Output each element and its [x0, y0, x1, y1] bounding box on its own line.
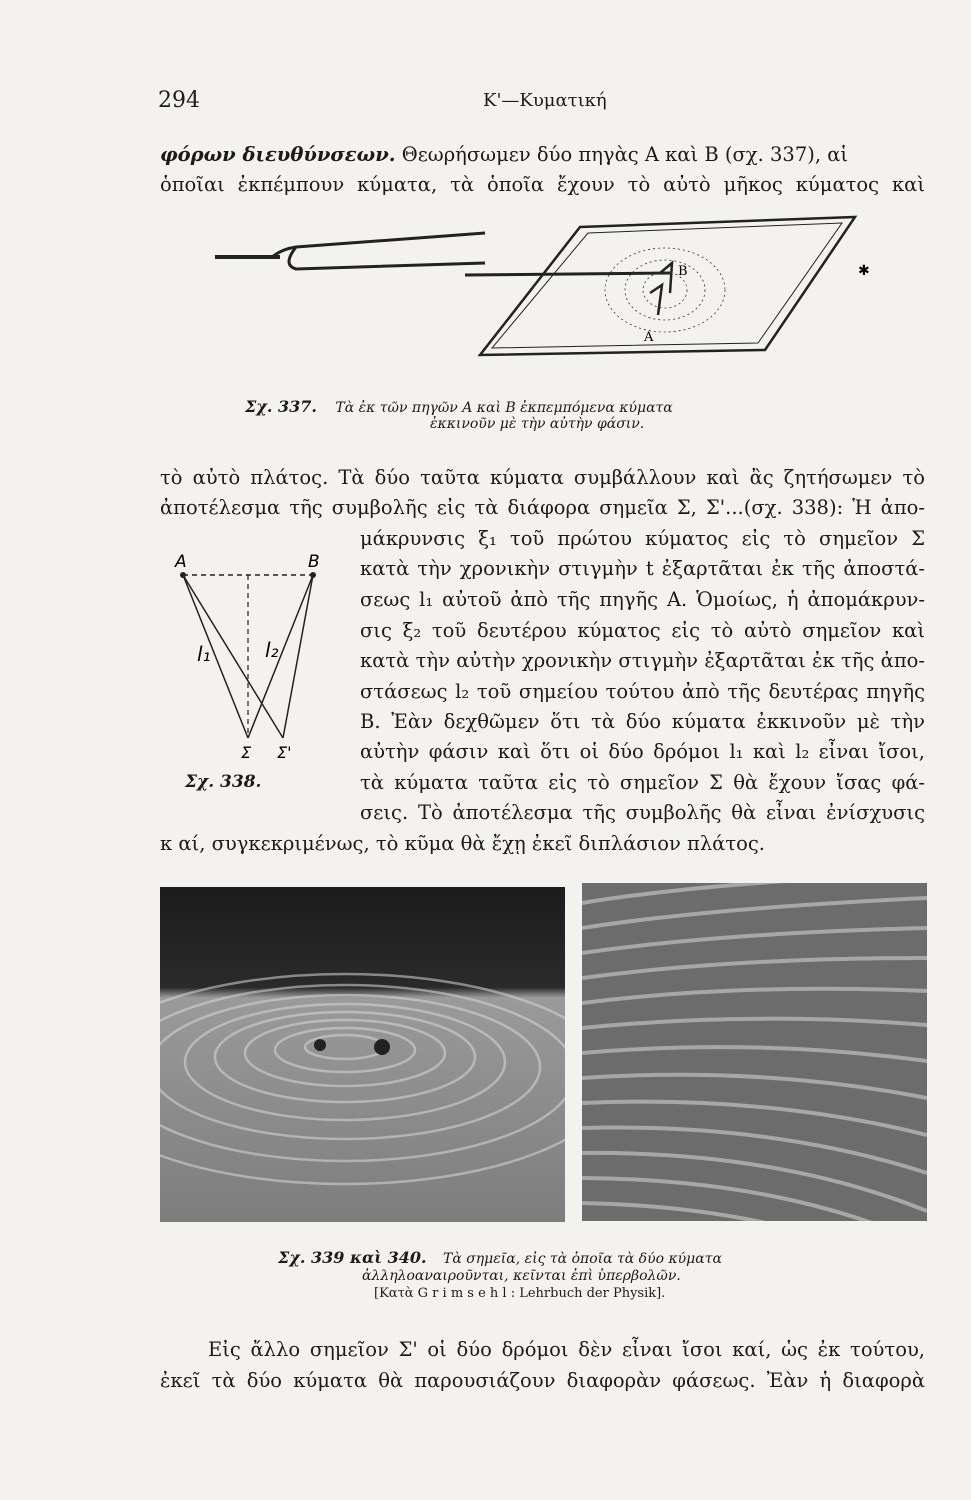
fig339-340-caption-label: Σχ. 339 καὶ 340. — [278, 1248, 427, 1267]
fig337-label-B: B — [678, 264, 688, 279]
fig337-label-A: A — [644, 330, 654, 345]
photo-339-ripple-tank — [160, 887, 565, 1222]
wrap-line-9: τὰ κύματα ταῦτα εἰς τὸ σημεῖον Σ θὰ ἔχουν ἴσας φά- — [360, 771, 925, 794]
para3-line1: Εἰς ἄλλο σημεῖον Σ' οἱ δύο δρόμοι δὲν εἶναι ἴσοι καί, ὡς ἐκ τούτου, — [208, 1338, 925, 1361]
ripple-tank-plate-inner — [492, 223, 842, 348]
ripple-lines — [605, 248, 725, 332]
wrap-line-1: μάκρυνσις ξ₁ τοῦ πρώτου κύματος εἰς τὸ σημεῖον Σ — [360, 527, 925, 550]
para1-bold-term: φόρων διευθύνσεων. — [160, 143, 396, 166]
fig339-340-caption — [278, 1248, 722, 1267]
para1-line1-rest: Θεωρήσωμεν δύο πηγὰς A καὶ B (σχ. 337), αἱ — [395, 143, 849, 166]
fig337-caption-label: Σχ. 337. — [245, 397, 317, 416]
fig338-point-A — [180, 572, 186, 578]
source-pins — [650, 263, 672, 315]
para1-line1 — [160, 140, 925, 170]
figure-337-diagram — [210, 205, 890, 375]
wrap-line-10: σεις. Τὸ ἀποτέλεσμα τῆς συμβολῆς θὰ εἶναι ἐνίσχυσις — [360, 801, 925, 824]
fig338-l1-A-to-S — [183, 575, 248, 738]
wrap-line-6: στάσεως l₂ τοῦ σημείου τούτου ἀπὸ τῆς δευτέρας πηγῆς — [360, 680, 925, 703]
wrap-line-4: σις ξ₂ τοῦ δευτέρου κύματος εἰς τὸ αὐτὸ σημεῖον καὶ — [360, 619, 925, 642]
fig339-340-caption-line1: Τὰ σημεῖα, εἰς τὰ ὁποῖα τὰ δύο κύματα — [442, 1251, 722, 1267]
decorative-asterisk: ✱ — [858, 263, 870, 279]
fig338-label-S2: Σ' — [277, 743, 292, 762]
fig338-B-to-S2 — [283, 575, 313, 738]
fork-rod — [465, 273, 670, 275]
para2-line1: τὸ αὐτὸ πλάτος. Τὰ δύο ταῦτα κύματα συμβάλλουν καὶ ἂς ζητήσωμεν τὸ — [160, 466, 925, 489]
page-number: 294 — [158, 88, 200, 113]
figure-338-diagram — [165, 553, 335, 768]
fig338-l2-B-to-S — [248, 575, 313, 738]
fig338-label-S: Σ — [241, 743, 252, 762]
para3-line2: ἐκεῖ τὰ δύο κύματα θὰ παρουσιάζουν διαφορὰν φάσεως. Ἐὰν ἡ διαφορὰ — [160, 1369, 925, 1392]
fig339-340-caption-line2: ἀλληλοαναιροῦνται, κεῖνται ἐπὶ ὑπερβολῶν. — [362, 1268, 681, 1284]
para2-last-line: κ αί, συγκεκριμένως, τὸ κῦμα θὰ ἔχῃ ἐκεῖ διπλάσιον πλάτος. — [160, 832, 765, 855]
wrap-line-3: σεως l₁ αὐτοῦ ἀπὸ τῆς πηγῆς A. Ὁμοίως, ἡ ἀπομάκρυν- — [360, 588, 925, 611]
fig338-label-B: B — [308, 553, 320, 572]
fig337-caption — [245, 397, 673, 416]
fig338-caption: Σχ. 338. — [185, 772, 262, 792]
photo-340-interference-pattern — [582, 883, 927, 1221]
para2-line2: ἀποτέλεσμα τῆς συμβολῆς εἰς τὰ διάφορα σημεῖα Σ, Σ'...(σχ. 338): Ἡ ἀπο- — [160, 496, 925, 519]
para1-line2: ὁποῖαι ἐκπέμπουν κύματα, τὰ ὁποῖα ἔχουν τὸ αὐτὸ μῆκος κύματος καὶ — [160, 173, 925, 196]
wrap-line-8: αὐτὴν φάσιν καὶ ὅτι οἱ δύο δρόμοι l₁ καὶ l₂ εἶναι ἴσοι, — [360, 740, 925, 763]
fig337-caption-line1: Τὰ ἐκ τῶν πηγῶν A καὶ B ἐκπεμπόμενα κύματα — [335, 400, 673, 416]
wrap-line-5: κατὰ τὴν αὐτὴν χρονικὴν στιγμὴν ἐξαρτᾶται ἐκ τῆς ἀπο- — [360, 649, 925, 672]
fig338-label-l2: l₂ — [265, 638, 279, 662]
ripple-tank-plate — [480, 217, 855, 355]
fig339-340-source: [Κατὰ G r i m s e h l : Lehrbuch der Physik]. — [374, 1286, 666, 1301]
fig338-label-A: A — [175, 553, 187, 572]
fig338-label-l1: l₁ — [197, 642, 211, 666]
wrap-line-2: κατὰ τὴν χρονικὴν στιγμὴν t ἐξαρτᾶται ἐκ τῆς ἀποστά- — [360, 557, 925, 580]
fig338-point-B — [310, 572, 316, 578]
fig337-caption-line2: ἐκκινοῦν μὲ τὴν αὐτὴν φάσιν. — [430, 416, 645, 432]
wrap-line-7: B. Ἐὰν δεχθῶμεν ὅτι τὰ δύο κύματα ἐκκινοῦν μὲ τὴν — [360, 710, 925, 733]
running-title: Κ'—Κυματική — [483, 90, 607, 111]
tuning-fork — [215, 233, 485, 269]
